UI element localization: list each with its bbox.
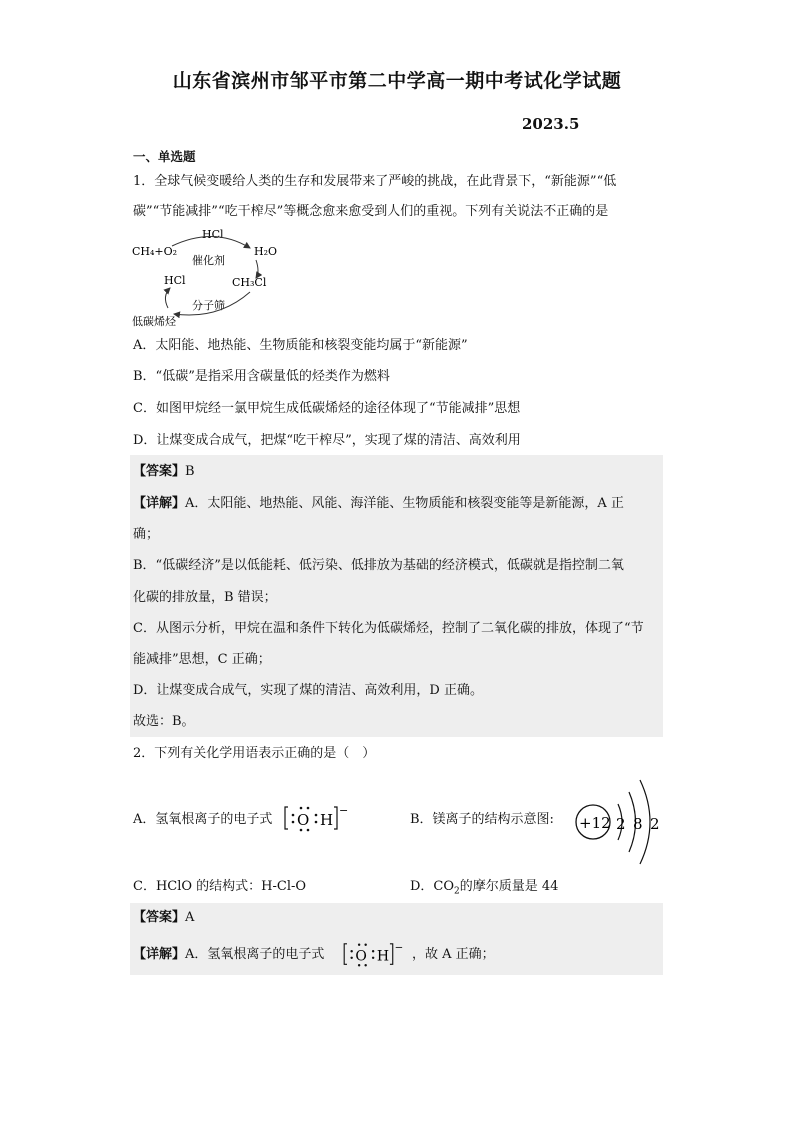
- q2-option-a-text: A．氢氧根离子的电子式: [133, 812, 273, 827]
- q1-option-a: A．太阳能、地热能、生物质能和核裂变能均属于“新能源”: [133, 338, 468, 353]
- hydroxide-electron-formula-detail: [340, 941, 410, 969]
- charge-sign: −: [339, 804, 349, 817]
- diagram-h2o: H₂O: [254, 245, 278, 258]
- q2-option-d: [410, 878, 558, 901]
- q1-detail-line3: B．“低碳经济”是以低能耗、低污染、低排放为基础的经济模式，低碳就是指控制二氧: [133, 558, 624, 573]
- methane-conversion-diagram: [128, 224, 288, 330]
- hydrogen-symbol: H: [376, 948, 390, 965]
- q1-detail-line1: [133, 495, 624, 513]
- detail-tag: 【详解】: [133, 496, 186, 511]
- hydroxide-electron-formula: [283, 804, 353, 834]
- q1-detail-line2: 确；: [133, 527, 160, 542]
- diagram-hcl-left: HCl: [164, 274, 186, 287]
- shell-2-electrons: 8: [633, 815, 643, 833]
- nucleus-charge: +12: [579, 814, 611, 832]
- answer-value: A: [185, 910, 195, 925]
- q1-option-c: C．如图甲烷经一氯甲烷生成低碳烯烃的途径体现了“节能减排”思想: [133, 401, 521, 416]
- diagram-hcl-top: HCl: [202, 228, 224, 241]
- diagram-ch3cl: CH₃Cl: [232, 276, 267, 289]
- diagram-sieve: 分子筛: [192, 299, 225, 312]
- q2-detail: [133, 946, 324, 964]
- q2-stem: 2．下列有关化学用语表示正确的是（ ）: [133, 746, 376, 761]
- exam-date: 2023.5: [522, 115, 580, 133]
- magnesium-ion-diagram: [566, 774, 666, 868]
- q1-answer: [133, 463, 195, 481]
- detail-tag: 【详解】: [133, 947, 186, 962]
- q1-detail-line6: 能减排”思想，C 正确；: [133, 652, 271, 667]
- diagram-product: 低碳烯烃: [132, 315, 176, 328]
- diagram-catalyst: 催化剂: [192, 254, 225, 267]
- oxygen-symbol: O: [297, 811, 310, 829]
- q2-option-b: B．镁离子的结构示意图:: [410, 812, 554, 827]
- answer-tag: 【答案】: [133, 910, 186, 925]
- q1-detail-line5: C．从图示分析，甲烷在温和条件下转化为低碳烯烃，控制了二氧化碳的排放，体现了“节: [133, 621, 644, 636]
- q2-option-a: [133, 811, 272, 829]
- q1-detail-line8: 故选：B。: [133, 714, 195, 729]
- q1-stem-line1: 1．全球气候变暖给人类的生存和发展带来了严峻的挑战，在此背景下，“新能源”“低: [133, 174, 617, 189]
- q1-detail-line7: D．让煤变成合成气，实现了煤的清洁、高效利用，D 正确。: [133, 683, 483, 698]
- shell-3-electrons: 2: [650, 815, 660, 833]
- hydrogen-symbol: H: [320, 811, 334, 829]
- q2-option-d-sub: 2: [454, 886, 460, 897]
- diagram-arrow-left: [165, 288, 170, 308]
- q2-detail-end: ，故 A 正确；: [412, 947, 495, 962]
- q1-option-b: B．“低碳”是指采用含碳量低的烃类作为燃料: [133, 369, 390, 384]
- q2-answer: [133, 909, 194, 927]
- diagram-reactants: CH₄+O₂: [132, 245, 178, 258]
- q2-option-c: C．HClO 的结构式：H-Cl-O: [133, 879, 307, 894]
- answer-value: B: [185, 464, 195, 479]
- q2-option-d-post: 的摩尔质量是 44: [459, 879, 559, 894]
- section-heading: 一、单选题: [133, 149, 196, 164]
- q2-option-d-pre: D．CO: [410, 879, 455, 894]
- page-title: 山东省滨州市邹平市第二中学高一期中考试化学试题: [172, 70, 622, 92]
- q1-detail-line4: 化碳的排放量，B 错误；: [133, 590, 277, 605]
- detail-text: A．氢氧根离子的电子式: [185, 947, 325, 962]
- charge-sign: −: [394, 941, 404, 954]
- answer-tag: 【答案】: [133, 464, 186, 479]
- oxygen-symbol: O: [355, 948, 367, 965]
- q1-option-d: D．让煤变成合成气，把煤“吃干榨尽”，实现了煤的清洁、高效利用: [133, 433, 521, 448]
- shell-1-electrons: 2: [616, 815, 626, 833]
- detail-text: A．太阳能、地热能、风能、海洋能、生物质能和核裂变能等是新能源，A 正: [185, 496, 624, 511]
- q1-stem-line2: 碳”“节能减排”“吃干榨尽”等概念愈来愈受到人们的重视。下列有关说法不正确的是: [133, 204, 609, 219]
